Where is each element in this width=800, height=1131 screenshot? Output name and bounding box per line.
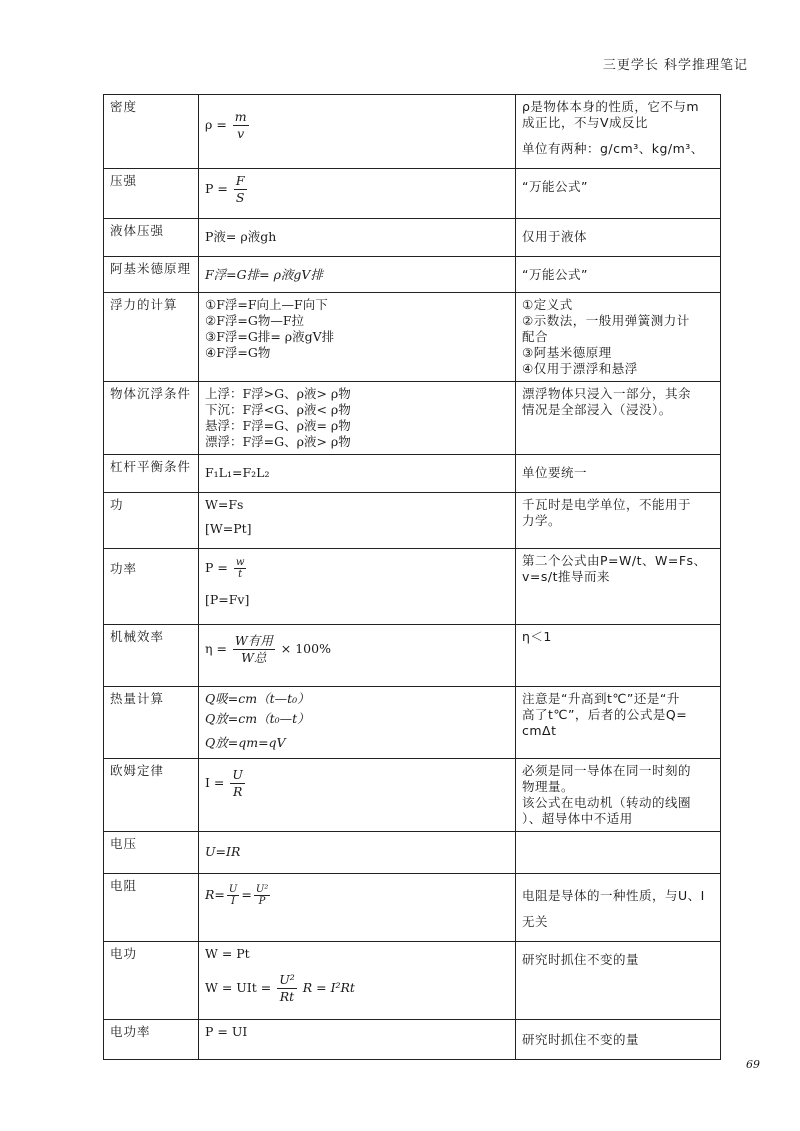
note-line: v=s/t推导而来 xyxy=(522,569,610,584)
denominator: I xyxy=(231,896,236,907)
table-row xyxy=(104,293,721,382)
table-row xyxy=(104,874,721,942)
note-line: ②示数法，一般用弹簧测力计 xyxy=(522,313,690,328)
numerator: W有用 xyxy=(234,633,273,648)
formula-line: W = Pt xyxy=(205,946,250,961)
denominator: S xyxy=(235,190,245,205)
note-line: “万能公式” xyxy=(522,179,588,194)
note-line: ①定义式 xyxy=(522,297,573,312)
formula-lhs: R= xyxy=(205,887,225,902)
note-cell xyxy=(516,95,721,169)
formula-cell: F浮=G排= ρ液gV排 xyxy=(199,257,516,293)
numerator: F xyxy=(235,173,245,188)
note-cell xyxy=(516,832,721,874)
row-name: 欧姆定律 xyxy=(104,759,199,832)
formula-tail: × 100% xyxy=(280,641,331,656)
numerator: U xyxy=(232,767,243,782)
numerator: w xyxy=(235,557,245,568)
formula-cell xyxy=(199,759,516,832)
formula-table xyxy=(103,94,721,1060)
note-line: “万能公式” xyxy=(522,267,588,282)
table-row xyxy=(104,382,721,455)
table-row xyxy=(104,219,721,257)
note-cell xyxy=(516,382,721,455)
fraction xyxy=(234,557,247,580)
note-cell xyxy=(516,625,721,687)
formula-cell xyxy=(199,874,516,942)
fraction xyxy=(233,633,275,666)
note-line: 物理量。 xyxy=(522,779,575,794)
note-line: 高了t℃”，后者的公式是Q= xyxy=(522,707,688,722)
row-name: 电阻 xyxy=(104,874,199,942)
note-line: 该公式在电动机（转动的线圈 xyxy=(522,795,692,810)
numerator: m xyxy=(234,109,247,124)
note-cell xyxy=(516,942,721,1020)
formula-cell: U=IR xyxy=(199,832,516,874)
table-row xyxy=(104,257,721,293)
note-line: ④仅用于漂浮和悬浮 xyxy=(522,361,638,376)
formula-line: W=Fs xyxy=(205,497,244,512)
formula-cell: F₁L₁=F₂L₂ xyxy=(199,455,516,493)
note-line: 漂浮物体只浸入一部分，其余 xyxy=(522,386,692,401)
formula-line: ③F浮=G排= ρ液gV排 xyxy=(205,329,335,344)
note-line: ③阿基米德原理 xyxy=(522,345,612,360)
formula-line: ④F浮=G物 xyxy=(205,345,271,360)
note-line: 配合 xyxy=(522,329,549,344)
formula-cell: P液= ρ液gh xyxy=(199,219,516,257)
row-name: 功 xyxy=(104,493,199,549)
formula-lhs: P = xyxy=(205,560,228,575)
table-row xyxy=(104,549,721,625)
note-line: 必须是同一导体在同一时刻的 xyxy=(522,763,692,778)
formula-cell xyxy=(199,382,516,455)
numerator: U² xyxy=(255,884,269,895)
equals-sign: = xyxy=(241,887,252,902)
formula-line: 上浮：F浮>G、ρ液> ρ物 xyxy=(205,386,351,401)
denominator: v xyxy=(237,126,245,141)
row-name: 电功 xyxy=(104,942,199,1020)
note-line: 单位有两种：g/cm³、kg/m³、 xyxy=(522,141,704,156)
note-line: 成正比，不与V成反比 xyxy=(522,115,649,130)
numerator: U² xyxy=(279,972,295,987)
formula-line: 下沉：F浮<G、ρ液< ρ物 xyxy=(205,402,351,417)
row-name: 密度 xyxy=(104,95,199,169)
row-name: 电功率 xyxy=(104,1020,199,1060)
table-row xyxy=(104,832,721,874)
row-name: 压强 xyxy=(104,169,199,219)
fraction xyxy=(233,109,249,142)
note-cell xyxy=(516,1020,721,1060)
formula-line: ①F浮=F向上—F向下 xyxy=(205,297,328,312)
table-row xyxy=(104,95,721,169)
denominator: Rt xyxy=(279,989,295,1004)
page-number: 69 xyxy=(746,1058,760,1071)
row-name: 电压 xyxy=(104,832,199,874)
note-cell xyxy=(516,874,721,942)
table-row xyxy=(104,625,721,687)
formula-lhs: I = xyxy=(205,775,225,790)
table-row xyxy=(104,493,721,549)
note-line: 力学。 xyxy=(522,513,562,528)
note-cell xyxy=(516,759,721,832)
formula-lhs: η = xyxy=(205,641,227,656)
fraction xyxy=(277,972,297,1005)
page-header: 三更学长 科学推理笔记 xyxy=(602,58,748,73)
table-row xyxy=(104,687,721,759)
note-line: ρ是物体本身的性质，它不与m xyxy=(522,99,700,114)
formula-line: [P=Fv] xyxy=(205,592,250,607)
formula-line: Q吸=cm（t—t₀） xyxy=(205,691,310,706)
formula-line: 悬浮：F浮=G、ρ液= ρ物 xyxy=(205,418,351,433)
table-row xyxy=(104,942,721,1020)
note-line: 研究时抓住不变的量 xyxy=(522,1032,640,1047)
note-line: cmΔt xyxy=(522,723,557,738)
formula-cell xyxy=(199,95,516,169)
numerator: U xyxy=(228,884,238,895)
table-row xyxy=(104,1020,721,1060)
formula-line: 漂浮：F浮=G、ρ液> ρ物 xyxy=(205,434,351,449)
note-cell xyxy=(516,549,721,625)
formula-cell xyxy=(199,625,516,687)
note-line: 仅用于液体 xyxy=(522,229,588,244)
note-cell xyxy=(516,493,721,549)
row-name: 机械效率 xyxy=(104,625,199,687)
row-name: 阿基米德原理 xyxy=(104,257,199,293)
formula-lhs: W = UIt = xyxy=(205,980,272,995)
note-cell xyxy=(516,293,721,382)
fraction xyxy=(234,173,247,206)
formula-cell xyxy=(199,687,516,759)
denominator: P xyxy=(258,896,266,907)
formula-cell xyxy=(199,169,516,219)
note-line: 注意是“升高到t℃”还是“升 xyxy=(522,691,680,706)
note-cell xyxy=(516,257,721,293)
row-name: 浮力的计算 xyxy=(104,293,199,382)
formula-line xyxy=(205,972,509,1005)
formula-lhs: P = xyxy=(205,181,228,196)
note-cell xyxy=(516,687,721,759)
row-name: 液体压强 xyxy=(104,219,199,257)
fraction xyxy=(227,884,239,907)
denominator: t xyxy=(238,569,243,580)
note-cell xyxy=(516,219,721,257)
fraction xyxy=(230,767,245,800)
formula-tail: R = I²Rt xyxy=(302,980,355,995)
note-line: η＜1 xyxy=(522,629,552,644)
note-line: 研究时抓住不变的量 xyxy=(522,952,640,967)
formula-cell xyxy=(199,293,516,382)
row-name: 物体沉浮条件 xyxy=(104,382,199,455)
formula-cell: P = UI xyxy=(199,1020,516,1060)
note-cell xyxy=(516,169,721,219)
row-name: 热量计算 xyxy=(104,687,199,759)
formula-line: ②F浮=G物—F拉 xyxy=(205,313,305,328)
fraction xyxy=(254,884,270,907)
formula-line: [W=Pt] xyxy=(205,521,252,536)
note-line: 千瓦时是电学单位，不能用于 xyxy=(522,497,692,512)
table-row xyxy=(104,455,721,493)
note-line: 无关 xyxy=(522,914,549,929)
formula-line: Q放=qm=qV xyxy=(205,735,286,750)
note-line: ）、超导体中不适用 xyxy=(522,811,633,826)
formula-cell xyxy=(199,942,516,1020)
table-row xyxy=(104,759,721,832)
note-line: 情况是全部浸入（浸没）。 xyxy=(522,402,672,417)
table-row xyxy=(104,169,721,219)
formula-lhs: ρ = xyxy=(205,117,227,132)
note-line: 单位要统一 xyxy=(522,465,588,480)
row-name: 功率 xyxy=(104,549,199,625)
denominator: R xyxy=(232,784,243,799)
denominator: W总 xyxy=(241,650,267,665)
formula-line: Q放=cm（t₀—t） xyxy=(205,711,310,726)
formula-cell xyxy=(199,493,516,549)
row-name: 杠杆平衡条件 xyxy=(104,455,199,493)
note-cell xyxy=(516,455,721,493)
note-line: 电阻是导体的一种性质，与U、I xyxy=(522,888,705,903)
note-line: 第二个公式由P=W/t、W=Fs、 xyxy=(522,553,707,568)
formula-cell xyxy=(199,549,516,625)
